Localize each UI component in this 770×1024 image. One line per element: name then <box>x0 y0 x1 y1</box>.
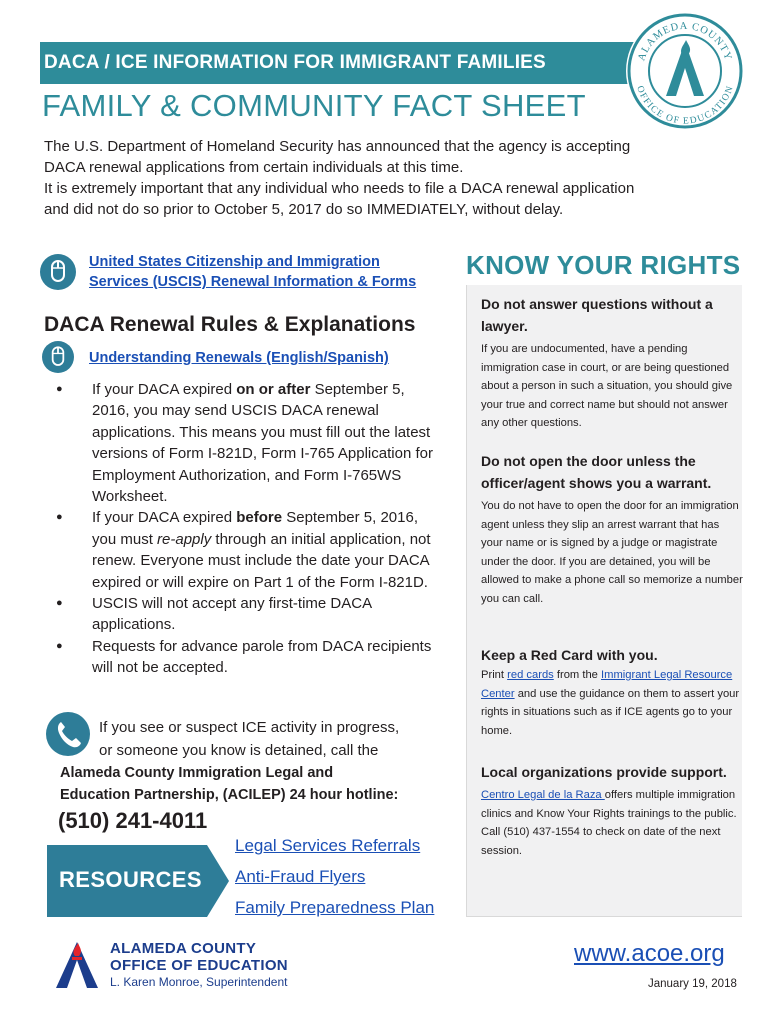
footer-org-line-2: OFFICE OF EDUCATION <box>110 957 288 974</box>
mouse-click-icon <box>40 254 76 290</box>
understanding-renewals-link[interactable]: Understanding Renewals (English/Spanish) <box>89 350 389 366</box>
list-item: ● USCIS will not accept any first-time DACA applications. <box>56 593 446 636</box>
uscis-renewal-link[interactable] <box>89 252 416 292</box>
acoe-logo-icon <box>52 940 102 990</box>
rules-list <box>56 379 446 679</box>
list-item: ● If your DACA expired on or after September 5, 2016, you may send USCIS DACA renewal applications. This means you must fill out the latest versions of Form I-821D, Form I-765 Application for Employment Authorization, and Form I-765WS Worksheet. <box>56 379 446 507</box>
phone-icon <box>46 712 90 756</box>
rules-heading: DACA Renewal Rules & Explanations <box>44 313 416 336</box>
anti-fraud-flyers-link[interactable]: Anti-Fraud Flyers <box>235 867 366 886</box>
kyr-section-red-card: Keep a Red Card with you. Print red cards from the Immigrant Legal Resource Center and use the guidance on them to assert your rights in situations such as if ICE agents go to your home. <box>481 647 740 737</box>
seal-text-top: ALAMEDA COUNTY <box>636 20 734 63</box>
centro-legal-link[interactable]: Centro Legal de la Raza <box>481 789 605 801</box>
ice-notice: If you see or suspect ICE activity in progress, or someone you know is detained, call the <box>99 719 400 759</box>
family-preparedness-plan-link[interactable]: Family Preparedness Plan <box>235 898 435 917</box>
county-seal-logo <box>626 12 744 130</box>
kyr-section-local-orgs: Local organizations provide support. Centro Legal de la Raza offers multiple immigration clinics and Know Your Rights trainings to the public. Call (510) 437-1554 to check on date of the next session. <box>481 764 737 857</box>
red-cards-link[interactable]: red cards <box>507 669 554 681</box>
list-item: ● Requests for advance parole from DACA recipients will not be accepted. <box>56 636 446 679</box>
legal-services-referrals-link[interactable]: Legal Services Referrals <box>235 836 421 855</box>
banner-title: DACA / ICE INFORMATION FOR IMMIGRANT FAMILIES <box>44 52 546 73</box>
know-your-rights-title: KNOW YOUR RIGHTS <box>466 250 741 280</box>
hotline-number: (510) 241-4011 <box>58 808 208 833</box>
uscis-link-line-1[interactable]: United States Citizenship and Immigration <box>89 254 380 270</box>
kyr-section-lawyer: Do not answer questions without a lawyer. If you are undocumented, have a pending immigration case in court, or are being questioned about a person in such a situation, you should give your true and correct name but should not answer any other questions. <box>481 296 733 430</box>
resources-banner <box>47 845 229 917</box>
page-title: FAMILY & COMMUNITY FACT SHEET <box>42 88 586 123</box>
list-item: ● If your DACA expired before September 5, 2016, you must re-apply through an initial application, not renew. Everyone must include the date your DACA expired or will expire on Part 1 of the Form I-821D. <box>56 507 446 593</box>
kyr-section-warrant: Do not open the door unless the officer/agent shows you a warrant. You do not have to open the door for an immigration agent unless they slip an arrest warrant that has your name or is signed by a judge or magistrate under the door. If you are detained, you will be allowed to make a phone call so memorize a number you can call. <box>481 453 743 605</box>
publish-date: January 19, 2018 <box>648 978 737 990</box>
ilrc-link[interactable]: Immigrant Legal Resource Center <box>481 669 733 700</box>
intro-line-2: DACA renewal applications from certain individuals at this time. <box>44 159 464 176</box>
intro-line-1: The U.S. Department of Homeland Security has announced that the agency is accepting <box>44 138 631 155</box>
uscis-link-line-2[interactable]: Services (USCIS) Renewal Information & Forms <box>89 274 417 290</box>
website-link[interactable]: www.acoe.org <box>574 940 725 967</box>
resources-label: RESOURCES <box>59 867 202 892</box>
intro-line-4: and did not do so prior to October 5, 2017 do so IMMEDIATELY, without delay. <box>44 201 564 218</box>
footer-org-line-1: ALAMEDA COUNTY <box>110 940 257 957</box>
mouse-click-icon <box>42 341 74 373</box>
intro-line-3: It is extremely important that any individual who needs to file a DACA renewal application <box>44 180 635 197</box>
seal-text-bottom: OFFICE OF EDUCATION <box>634 84 736 127</box>
acilep-name: Alameda County Immigration Legal and Education Partnership, (ACILEP) 24 hour hotline: <box>60 765 399 803</box>
footer-superintendent: L. Karen Monroe, Superintendent <box>110 975 288 989</box>
